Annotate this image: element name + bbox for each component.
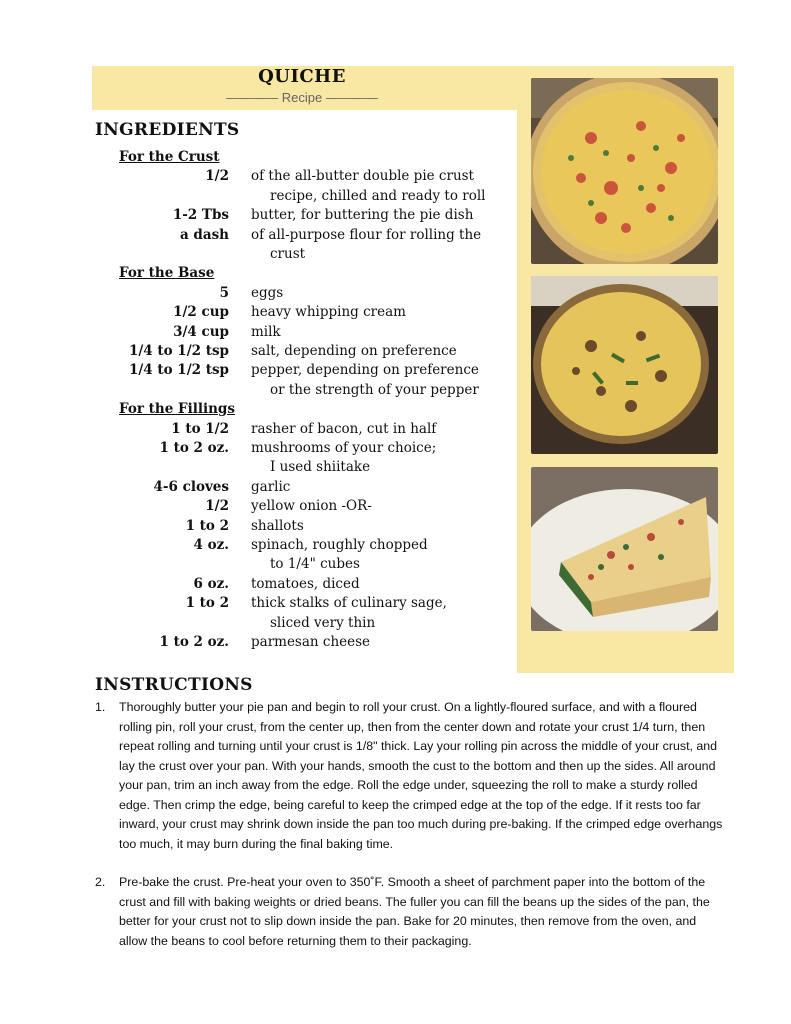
ingredient-row — [95, 497, 515, 516]
ingredient-row — [95, 594, 515, 633]
ingredient-description: yellow onion -OR- — [251, 498, 372, 515]
ingredient-description: rasher of bacon, cut in half — [251, 420, 437, 437]
ingredient-description: heavy whipping cream — [251, 304, 406, 321]
step-number: 2. — [95, 875, 106, 889]
ingredient-quantity: 5 — [219, 284, 229, 301]
ingredient-row — [95, 206, 515, 225]
step-text: Pre-bake the crust. Pre-heat your oven to 350˚F. Smooth a sheet of parchment paper into the bottom of the crust and fill with baking weights or dried beans. The fuller you can fill the beans up the sides of the pan, the better for your crust not to slip down inside the pan. Bake for 20 minutes, then remove from the oven, and allow the beans to cool before returning them to their packaging. — [119, 875, 710, 948]
ingredient-description: eggs — [251, 284, 284, 301]
ingredient-description: salt, depending on preference — [251, 343, 457, 360]
instructions-heading: INSTRUCTIONS — [95, 675, 253, 695]
ingredient-row — [95, 167, 515, 206]
ingredient-row — [95, 575, 515, 594]
recipe-subtitle: ———— Recipe ———— — [226, 90, 378, 105]
ingredient-section-title: For the Crust — [119, 149, 220, 165]
ingredient-description: parmesan cheese — [251, 634, 371, 651]
quiche-photo-baked — [531, 276, 718, 454]
ingredient-quantity: 4 oz. — [193, 537, 229, 554]
ingredient-description: spinach, roughly chopped to 1/4" cubes — [251, 537, 428, 573]
ingredient-row — [95, 420, 515, 439]
quiche-photo-slice — [531, 467, 718, 631]
ingredient-description: milk — [251, 323, 281, 340]
ingredient-description: of the all-butter double pie crust recipe, chilled and ready to roll — [251, 168, 486, 204]
ingredient-quantity: 1 to 1/2 — [171, 420, 229, 437]
ingredient-quantity: 1/2 — [205, 168, 229, 185]
ingredient-quantity: 3/4 cup — [173, 323, 229, 340]
ingredient-quantity: 1 to 2 — [185, 517, 229, 534]
ingredient-quantity: 6 oz. — [193, 575, 229, 592]
ingredient-quantity: 1 to 2 — [185, 595, 229, 612]
ingredient-section-title: For the Base — [119, 265, 215, 282]
ingredient-row — [95, 323, 515, 342]
ingredient-description: thick stalks of culinary sage, sliced very thin — [251, 595, 447, 631]
ingredients-heading: INGREDIENTS — [95, 120, 240, 140]
ingredient-description: garlic — [251, 478, 291, 495]
ingredient-quantity: 1 to 2 oz. — [159, 634, 229, 651]
ingredient-quantity: 1/4 to 1/2 tsp — [128, 343, 229, 360]
ingredient-quantity: a dash — [179, 226, 229, 243]
ingredient-row — [95, 303, 515, 322]
ingredient-description: pepper, depending on preference or the strength of your pepper — [251, 362, 479, 398]
recipe-title: QUICHE — [258, 66, 346, 87]
ingredient-description: shallots — [251, 517, 304, 534]
ingredient-quantity: 1 to 2 oz. — [159, 440, 229, 457]
ingredient-quantity: 1/4 to 1/2 tsp — [128, 362, 229, 379]
ingredient-row — [95, 439, 515, 478]
ingredient-quantity: 1/2 — [205, 498, 229, 515]
ingredient-row — [95, 284, 515, 303]
ingredient-description: of all-purpose flour for rolling the crust — [251, 226, 482, 263]
step-number: 1. — [95, 700, 106, 714]
ingredient-row — [95, 536, 515, 575]
ingredient-row — [95, 517, 515, 536]
ingredient-row — [95, 342, 515, 361]
step-text: Thoroughly butter your pie pan and begin to roll your crust. On a lightly-floured surface, and with a floured rolling pin, roll your crust, from the center up, then from the center down and rotate your crust 1/4 turn, then repeat rolling and turning until your crust is 1/8" thick. Lay your rolling pin across the middle of your crust, and lay the crust over your pan. With your hands, smooth the cust to the bottom and then up the sides. All around your pan, trim an inch away from the edge. Roll the edge under, squeezing the roll to make a sturdy rolled edge. Then crimp the edge, being careful to keep the crimped edge at the top of the edge. If it rests too far inward, your crust may shrink down inside the pan too much during pre-baking. If the crimped edge overhangs too much, it may burn during the final baking time. — [119, 700, 723, 851]
instruction-step — [95, 698, 725, 854]
instructions-list — [95, 698, 725, 970]
ingredient-section-title: For the Fillings — [119, 401, 235, 418]
ingredient-description: tomatoes, diced — [251, 575, 360, 592]
ingredient-row — [95, 633, 515, 652]
ingredient-description: mushrooms of your choice; I used shiitake — [251, 440, 437, 476]
ingredient-row — [95, 226, 515, 265]
ingredient-row — [95, 361, 515, 400]
ingredient-row — [95, 478, 515, 497]
instruction-step — [95, 873, 725, 951]
quiche-photo-whole — [531, 78, 718, 264]
ingredient-quantity: 1/2 cup — [173, 304, 229, 321]
ingredient-quantity: 4-6 cloves — [153, 478, 229, 495]
ingredient-description: butter, for buttering the pie dish — [251, 207, 474, 224]
ingredient-quantity: 1-2 Tbs — [172, 207, 229, 224]
ingredients-list — [95, 148, 515, 653]
